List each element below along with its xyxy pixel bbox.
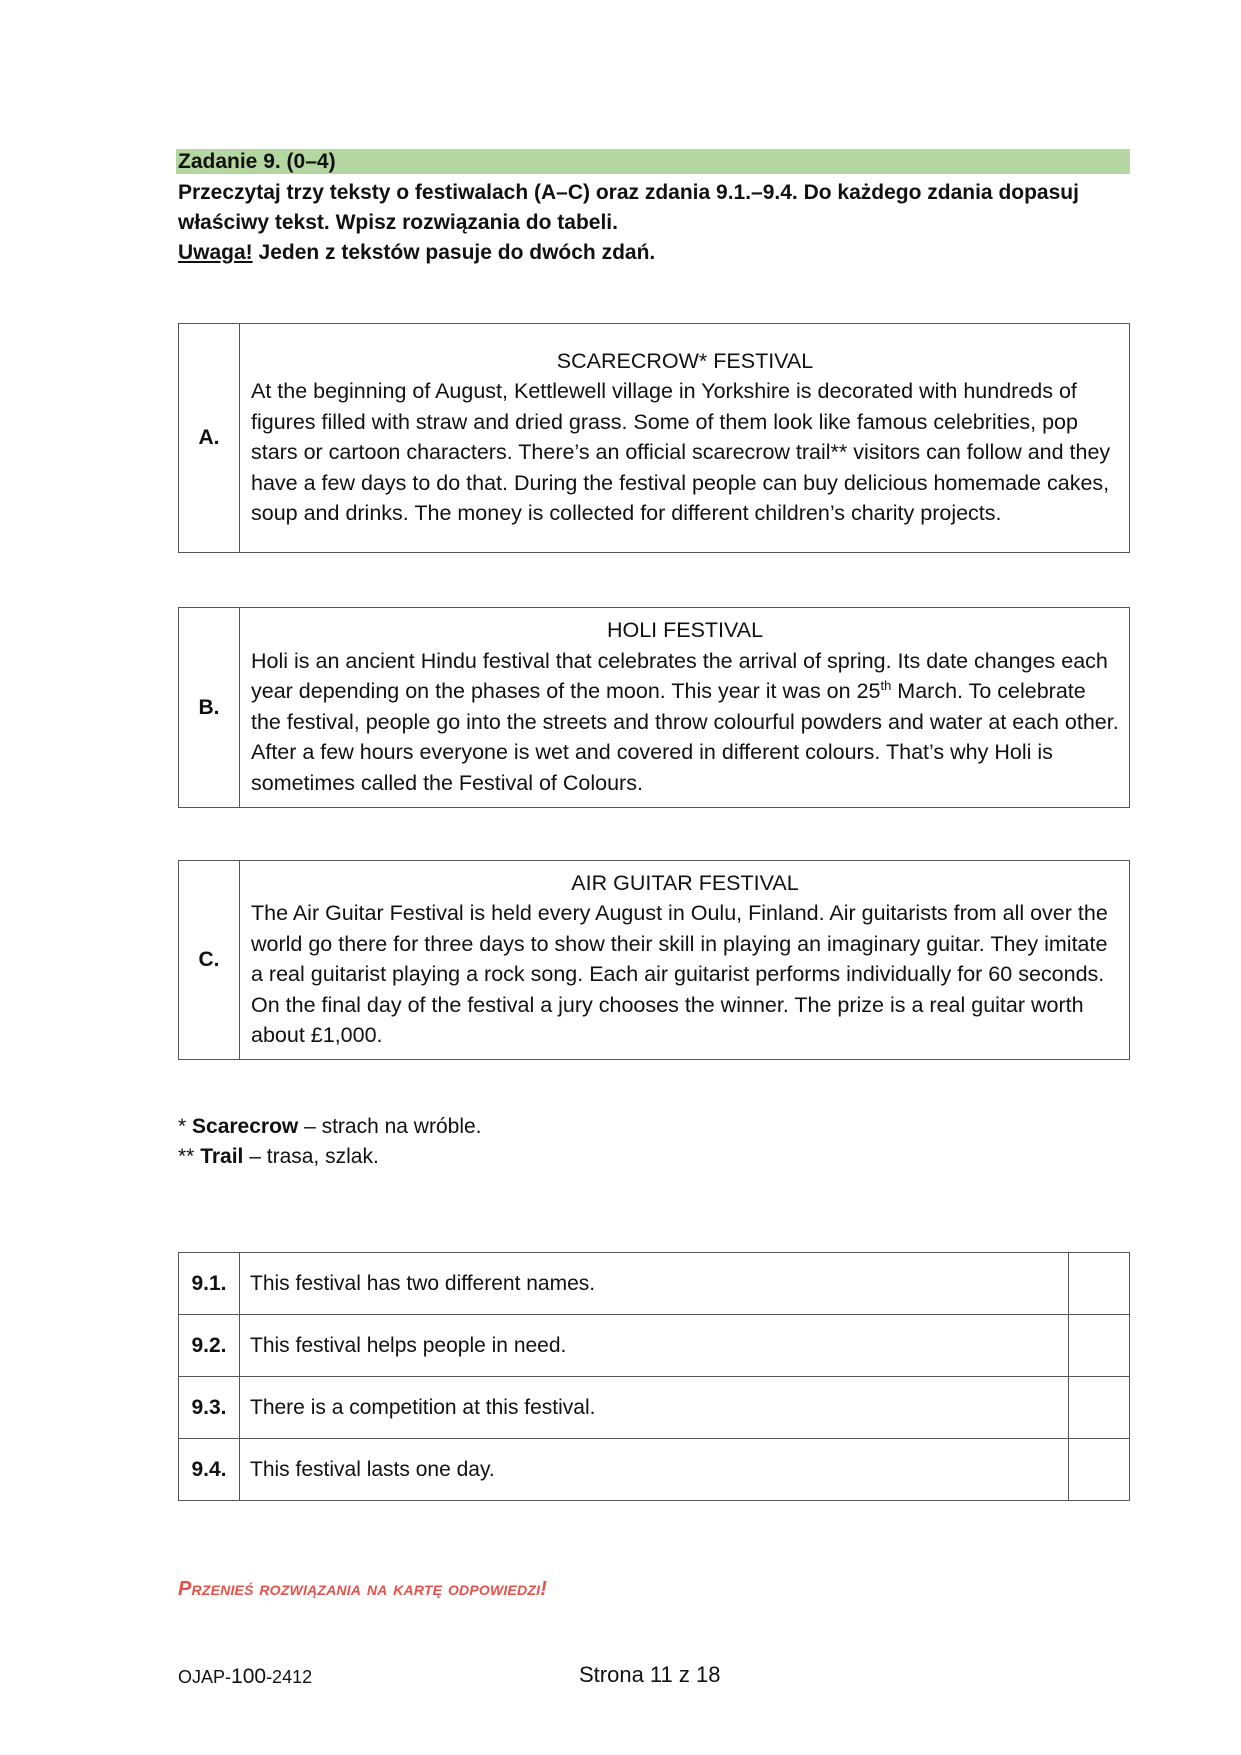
question-sentence: This festival lasts one day.	[240, 1439, 1069, 1501]
question-number: 9.3.	[179, 1377, 240, 1439]
answer-cell[interactable]	[1069, 1253, 1130, 1315]
exam-code	[178, 1665, 312, 1689]
text-content	[240, 608, 1130, 808]
text-body-part: Holi is an ancient Hindu festival that celebrates the arrival of spring. Its date changes each year depending on the phases of the moon. This year it was on 25	[251, 648, 1108, 703]
footnote-term: Trail	[200, 1145, 244, 1168]
question-number: 9.4.	[179, 1439, 240, 1501]
text-body: At the beginning of August, Kettlewell village in Yorkshire is decorated with hundreds of figures filled with straw and dried grass. Some of them look like famous celebrities, pop stars or cartoon characters. There’s an official scarecrow trail** visitors can follow and they have a few days to do that. During the festival people can buy delicious homemade cakes, soup and drinks. The money is collected for different children’s charity projects.	[251, 379, 1111, 525]
text-body-part: March. To celebrate the festival, people go into the streets and throw colourful powders and water at each other. After a few hours everyone is wet and covered in different colours. That’s why Holi is sometimes called the Festival of Colours.	[251, 679, 1119, 795]
footnote	[178, 1142, 482, 1172]
table-row	[179, 1315, 1130, 1377]
answer-table	[178, 1252, 1130, 1501]
question-sentence: This festival helps people in need.	[240, 1315, 1069, 1377]
text-letter: B.	[179, 608, 240, 808]
task-header: Zadanie 9. (0–4)	[176, 149, 1130, 174]
instruction-text: Przeczytaj trzy teksty o festiwalach (A–C) oraz zdania 9.1.–9.4. Do każdego zdania dopasuj właściwy tekst. Wpisz rozwiązania do tabeli.	[178, 181, 1079, 234]
table-row	[179, 1377, 1130, 1439]
question-sentence: There is a competition at this festival.	[240, 1377, 1069, 1439]
answer-cell[interactable]	[1069, 1315, 1130, 1377]
note-label: Uwaga!	[178, 241, 253, 264]
exam-code-number: 100	[231, 1665, 267, 1688]
question-number: 9.1.	[179, 1253, 240, 1315]
question-number: 9.2.	[179, 1315, 240, 1377]
text-body	[251, 646, 1119, 799]
footnote-definition: – strach na wróble.	[298, 1115, 482, 1138]
task-instructions	[178, 178, 1128, 268]
note-line	[178, 238, 1128, 268]
footnote-mark: *	[178, 1115, 193, 1138]
text-title: SCARECROW* FESTIVAL	[556, 348, 814, 373]
answer-cell[interactable]	[1069, 1377, 1130, 1439]
question-sentence: This festival has two different names.	[240, 1253, 1069, 1315]
text-letter: A.	[179, 324, 240, 553]
footnote-term: Scarecrow	[192, 1115, 299, 1138]
text-box-b	[178, 607, 1130, 808]
footnote-mark: **	[178, 1145, 201, 1168]
transfer-note: Przenieś rozwiązania na kartę odpowiedzi!	[178, 1578, 548, 1600]
footnote	[178, 1112, 482, 1142]
exam-code-suffix: -2412	[266, 1667, 313, 1687]
text-title: AIR GUITAR FESTIVAL	[571, 870, 799, 895]
text-box-c	[178, 860, 1130, 1060]
table-row	[179, 1439, 1130, 1501]
text-body: The Air Guitar Festival is held every August in Oulu, Finland. Air guitarists from all over the world go there for three days to show their skill in playing an imaginary guitar. They imitate a real guitarist playing a rock song. Each air guitarist performs individually for 60 seconds. On the final day of the festival a jury chooses the winner. The prize is a real guitar worth about £1,000.	[251, 901, 1108, 1047]
page-number: Strona 11 z 18	[579, 1662, 721, 1687]
note-text: Jeden z tekstów pasuje do dwóch zdań.	[252, 241, 656, 264]
answer-cell[interactable]	[1069, 1439, 1130, 1501]
text-box-a	[178, 323, 1130, 553]
footnote-definition: – trasa, szlak.	[243, 1145, 379, 1168]
text-title: HOLI FESTIVAL	[606, 618, 764, 642]
text-content	[240, 324, 1130, 553]
ordinal-suffix: th	[880, 677, 892, 693]
footnotes	[178, 1112, 482, 1172]
text-content	[240, 861, 1130, 1060]
text-letter: C.	[179, 861, 240, 1060]
exam-code-prefix: OJAP-	[178, 1667, 232, 1687]
table-row	[179, 1253, 1130, 1315]
